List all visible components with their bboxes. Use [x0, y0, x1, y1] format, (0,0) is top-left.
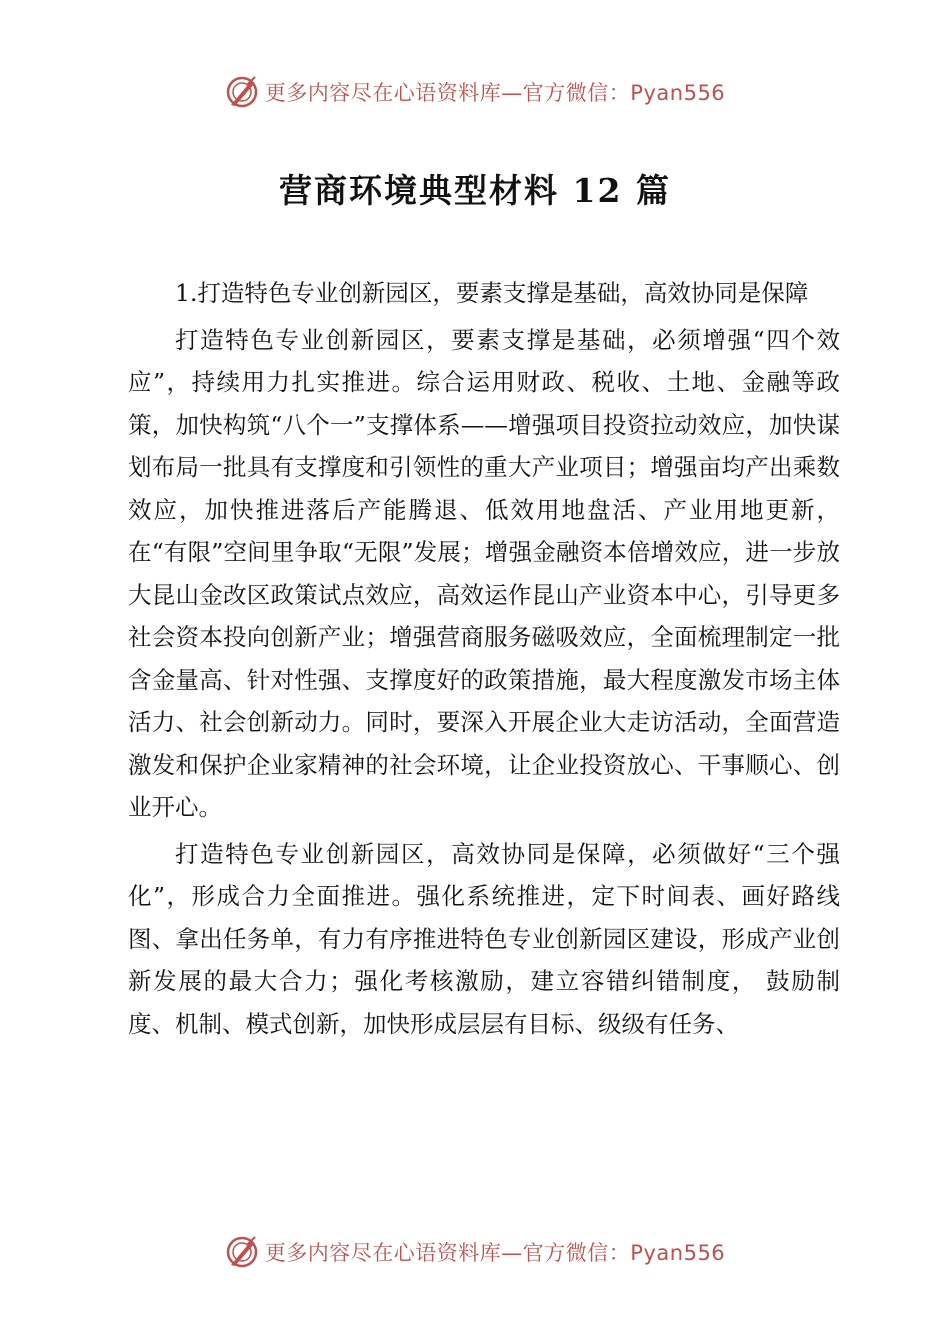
- paragraph: 打造特色专业创新园区，要素支撑是基础，必须增强“四个效应”，持续用力扎实推进。综合运用财政、税收、土地、金融等政策，加快构筑“八个一”支撑体系——增强项目投资拉动效应，加快谋划布局一批具有支撑度和引领性的重大产业项目；增强亩均产出乘数效应，加快推进落后产能腾退、低效用地盘活、产业用地更新，在“有限”空间里争取“无限”发展；增强金融资本倍增效应，进一步放大昆山金改区政策试点效应，高效运作昆山产业资本中心，引导更多社会资本投向创新产业；增强营商服务磁吸效应，全面梳理制定一批含金量高、针对性强、支撑度好的政策措施，最大程度激发市场主体活力、社会创新动力。同时，要深入开展企业大走访活动，全面营造激发和保护企业家精神的社会环境，让企业投资放心、干事顺心、创业开心。: [128, 325, 840, 821]
- quill-seal-icon: [225, 75, 259, 109]
- document-body: [128, 272, 840, 1045]
- footer-watermark: [0, 1232, 950, 1272]
- document-title: 营商环境典型材料 12 篇: [279, 171, 671, 210]
- watermark-text: 更多内容尽在心语资料库—官方微信：Pyan556: [264, 1241, 726, 1265]
- paragraph: 打造特色专业创新园区，高效协同是保障，必须做好“三个强化”，形成合力全面推进。强化系统推进，定下时间表、画好路线图、拿出任务单，有力有序推进特色专业创新园区建设，形成产业创新发展的最大合力；强化考核激励，建立容错纠错制度， 鼓励制度、机制、模式创新，加快形成层层有目标、级级有任务、: [128, 839, 840, 1038]
- watermark-text: 更多内容尽在心语资料库—官方微信：Pyan556: [264, 81, 726, 105]
- header-watermark: [0, 72, 950, 112]
- quill-seal-icon: [225, 1235, 259, 1269]
- section-heading: 1.打造特色专业创新园区，要素支撑是基础，高效协同是保障: [175, 279, 809, 307]
